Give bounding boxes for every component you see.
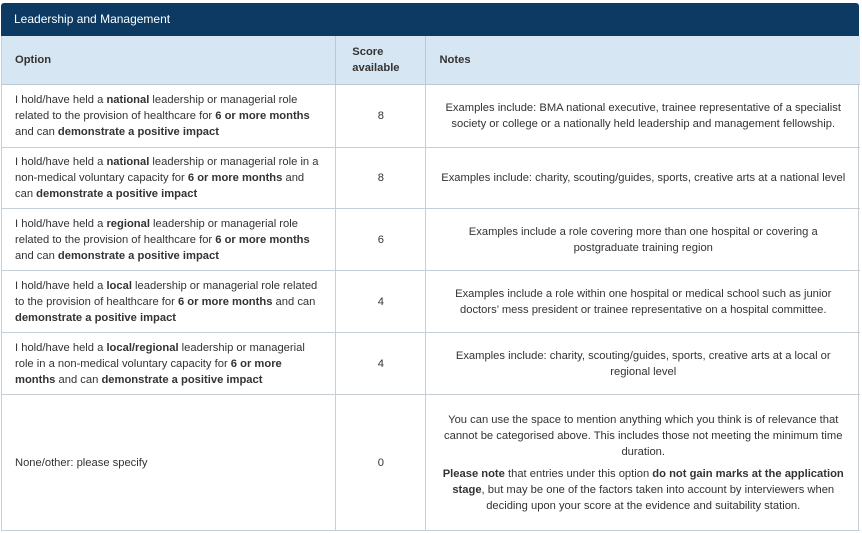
- option-cell: [2, 85, 336, 148]
- text-run: Examples include a role covering more than one hospital or covering a postgraduate training region: [468, 225, 818, 254]
- notes-cell: [426, 148, 860, 209]
- score-cell: 4: [336, 271, 426, 333]
- notes-cell: [426, 333, 860, 395]
- score-cell: 0: [336, 395, 426, 531]
- table-row: [2, 271, 860, 333]
- table-row: [2, 85, 860, 148]
- emphasis-text: 6 or more months: [215, 233, 310, 246]
- text-run: and can: [55, 373, 102, 386]
- notes-cell: [426, 271, 860, 333]
- text-run: Examples include: charity, scouting/guides, sports, creative arts at a local or regional level: [455, 349, 831, 378]
- text-run: that entries under this option: [504, 467, 653, 480]
- emphasis-text: demonstrate a positive impact: [101, 373, 263, 386]
- notes-paragraph: [436, 100, 850, 132]
- score-cell: 4: [336, 333, 426, 395]
- emphasis-text: 6 or more months: [15, 357, 282, 386]
- option-cell: [2, 333, 336, 395]
- notes-cell: [426, 85, 860, 148]
- score-cell: 8: [336, 148, 426, 209]
- emphasis-text: Please note: [442, 467, 505, 480]
- emphasis-text: demonstrate a positive impact: [15, 311, 177, 324]
- header-score: Score available: [336, 36, 426, 85]
- text-run: leadership or managerial role in a non-medical voluntary capacity for: [15, 341, 305, 370]
- notes-paragraph: [436, 466, 850, 514]
- emphasis-text: demonstrate a positive impact: [57, 249, 219, 262]
- text-run: I hold/have held a: [15, 279, 107, 292]
- table-row: [2, 395, 860, 531]
- text-run: leadership or managerial role in a non-medical voluntary capacity for: [15, 156, 319, 184]
- text-run: None/other: please specify: [15, 456, 148, 469]
- emphasis-text: local/regional: [106, 341, 179, 354]
- leadership-table-panel: [1, 3, 859, 531]
- emphasis-text: 6 or more months: [215, 110, 310, 122]
- score-cell: 6: [336, 209, 426, 271]
- text-run: and can: [15, 126, 58, 138]
- score-cell: 8: [336, 85, 426, 148]
- emphasis-text: demonstrate a positive impact: [36, 188, 198, 200]
- table-row: [2, 333, 860, 395]
- text-run: , but may be one of the factors taken into account by interviewers when deciding upon your score at the evidence and suitability station.: [481, 483, 835, 512]
- notes-cell: [426, 209, 860, 271]
- option-cell: [2, 209, 336, 271]
- option-cell: [2, 148, 336, 209]
- text-run: Examples include: charity, scouting/guides, sports, creative arts at a national level: [441, 172, 846, 184]
- table-header-row: [2, 36, 860, 85]
- table-body: [2, 85, 860, 531]
- notes-paragraph: [436, 170, 850, 186]
- emphasis-text: national: [106, 156, 150, 168]
- text-run: I hold/have held a: [15, 217, 107, 230]
- emphasis-text: regional: [106, 217, 150, 230]
- scoring-table: [2, 36, 860, 531]
- emphasis-text: local: [106, 279, 132, 292]
- table-row: [2, 148, 860, 209]
- notes-cell: [426, 395, 860, 531]
- emphasis-text: 6 or more months: [187, 172, 283, 184]
- text-run: Examples include a role within one hospital or medical school such as junior doctors’ mess president or trainee representative on a hospital committee.: [455, 287, 832, 316]
- text-run: and can: [15, 249, 58, 262]
- text-run: You can use the space to mention anything which you think is of relevance that cannot be categorised above. This includes those not meeting the minimum time duration.: [444, 413, 843, 458]
- table-row: [2, 209, 860, 271]
- text-run: I hold/have held a: [15, 156, 107, 168]
- option-cell: [2, 271, 336, 333]
- emphasis-text: demonstrate a positive impact: [57, 126, 219, 138]
- notes-paragraph: [436, 348, 850, 380]
- emphasis-text: do not gain marks at the application stage: [452, 467, 844, 496]
- table-container: [1, 36, 859, 531]
- text-run: and can: [272, 295, 316, 308]
- header-option: Option: [2, 36, 336, 85]
- text-run: and can: [15, 172, 305, 200]
- notes-paragraph: [436, 412, 850, 460]
- notes-paragraph: [436, 224, 850, 256]
- emphasis-text: national: [106, 94, 150, 106]
- emphasis-text: 6 or more months: [177, 295, 273, 308]
- text-run: Examples include: BMA national executive, trainee representative of a specialist society or college or a nationally held leadership and management fellowship.: [445, 102, 841, 130]
- panel-title: Leadership and Management: [1, 3, 859, 36]
- header-notes: Notes: [426, 36, 860, 85]
- text-run: leadership or managerial role related to the provision of healthcare for: [15, 279, 318, 308]
- text-run: I hold/have held a: [15, 341, 107, 354]
- text-run: I hold/have held a: [15, 94, 107, 106]
- notes-paragraph: [436, 286, 850, 318]
- text-run: leadership or managerial role related to the provision of healthcare for: [15, 217, 298, 246]
- option-cell: [2, 395, 336, 531]
- text-run: leadership or managerial role related to the provision of healthcare for: [15, 94, 298, 122]
